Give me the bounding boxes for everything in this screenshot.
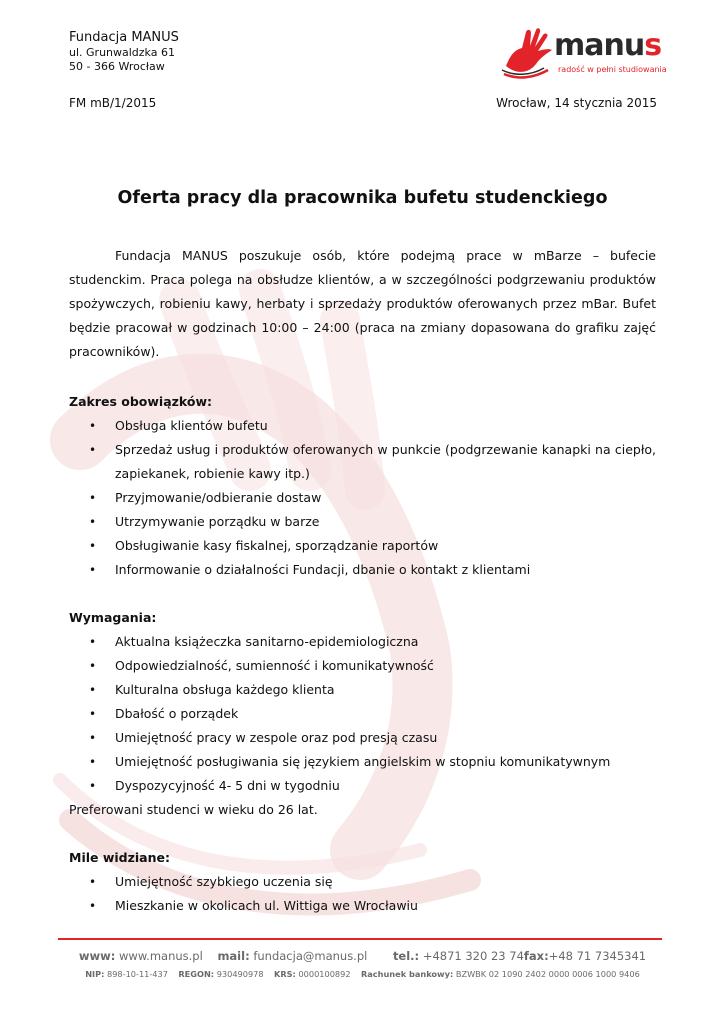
fax-label: fax:: [523, 949, 549, 963]
list-item: • Mieszkanie w okolicach ul. Wittiga we Wrocławiu: [69, 894, 656, 918]
phone-number: +4871 320 23 74: [422, 949, 524, 963]
list-item: • Kulturalna obsługa każdego klienta: [69, 678, 656, 702]
bullet-icon: •: [89, 443, 97, 457]
list-item: • Umiejętność szybkiego uczenia się: [69, 870, 656, 894]
list-item: • Umiejętność posługiwania się językiem angielskim w stopniu komunikatywnym: [69, 750, 656, 774]
document-reference: FM mB/1/2015: [69, 96, 157, 110]
duties-list: [69, 414, 656, 582]
bullet-icon: •: [89, 539, 97, 553]
bank-account: BZWBK 02 1090 2402 0000 0006 1000 9406: [455, 969, 640, 979]
logo-word-end: s: [644, 28, 662, 63]
org-street: ul. Grunwaldzka 61: [69, 46, 175, 60]
page-title: Oferta pracy dla pracownika bufetu studenckiego: [117, 188, 608, 208]
bullet-icon: •: [89, 683, 97, 697]
logo-wordmark: [554, 28, 661, 63]
list-item: • Dbałość o porządek: [69, 702, 656, 726]
hand-logo-icon: [500, 26, 560, 82]
regon-label: REGON:: [178, 969, 215, 979]
bullet-icon: •: [89, 779, 97, 793]
list-item: • Obsługa klientów bufetu: [69, 414, 656, 438]
email-link[interactable]: fundacja@manus.pl: [253, 949, 368, 963]
requirements-list: [69, 630, 656, 798]
nip-label: NIP:: [85, 969, 105, 979]
list-item: • Utrzymywanie porządku w barze: [69, 510, 656, 534]
list-item: • Informowanie o działalności Fundacji, dbanie o kontakt z klientami: [69, 558, 656, 582]
bullet-icon: •: [89, 659, 97, 673]
logo-tagline: radość w pełni studiowania: [558, 65, 667, 74]
bullet-icon: •: [89, 515, 97, 529]
regon-value: 930490978: [216, 969, 264, 979]
list-item: • Obsługiwanie kasy fiskalnej, sporządzanie raportów: [69, 534, 656, 558]
list-item: • Aktualna książeczka sanitarno-epidemiologiczna: [69, 630, 656, 654]
mail-label: mail:: [217, 949, 250, 963]
footer-contact: [0, 949, 725, 963]
footer-divider: [58, 938, 662, 940]
website-link[interactable]: www.manus.pl: [119, 949, 203, 963]
list-item: • Odpowiedzialność, sumienność i komunikatywność: [69, 654, 656, 678]
bank-label: Rachunek bankowy:: [360, 969, 454, 979]
document-body: [69, 244, 656, 918]
nice-to-have-heading: Mile widziane:: [69, 850, 170, 865]
nice-to-have-list: [69, 870, 656, 918]
krs-value: 0000100892: [298, 969, 351, 979]
bullet-icon: •: [89, 419, 97, 433]
org-city: 50 - 366 Wrocław: [69, 60, 165, 73]
org-name: Fundacja MANUS: [69, 30, 179, 45]
bullet-icon: •: [89, 731, 97, 745]
fax-number: +48 71 7345341: [548, 949, 647, 963]
list-item: • Umiejętność pracy w zespole oraz pod presją czasu: [69, 726, 656, 750]
bullet-icon: •: [89, 491, 97, 505]
document-date: Wrocław, 14 stycznia 2015: [496, 96, 657, 110]
list-item: • Dyspozycyjność 4- 5 dni w tygodniu: [69, 774, 656, 798]
footer-registration: [0, 969, 725, 979]
nip-value: 898-10-11-437: [106, 969, 168, 979]
krs-label: KRS:: [274, 969, 296, 979]
logo-word-main: manu: [554, 28, 645, 63]
organization-address: [69, 30, 179, 74]
intro-paragraph: Fundacja MANUS poszukuje osób, które podejmą prace w mBarze – bufecie studenckim. Praca polega na obsłudze klientów, a w szczególności podgrzewaniu produktów spożywczych, robieniu kawy, herbaty i sprzedaży produktów oferowanych przez mBar. Bufet będzie pracował w godzinach 10:00 – 24:00 (praca na zmiany dopasowana do grafiku zajęć pracowników).: [69, 248, 656, 359]
tel-label: tel.:: [392, 949, 420, 963]
bullet-icon: •: [89, 707, 97, 721]
requirements-heading: Wymagania:: [69, 610, 157, 625]
bullet-icon: •: [89, 899, 97, 913]
list-item: • Przyjmowanie/odbieranie dostaw: [69, 486, 656, 510]
duties-heading: Zakres obowiązków:: [69, 394, 213, 409]
bullet-icon: •: [89, 635, 97, 649]
requirements-note: Preferowani studenci w wieku do 26 lat.: [69, 802, 318, 817]
bullet-icon: •: [89, 875, 97, 889]
www-label: www:: [78, 949, 116, 963]
manus-logo: [500, 26, 667, 82]
bullet-icon: •: [89, 755, 97, 769]
bullet-icon: •: [89, 563, 97, 577]
list-item: • Sprzedaż usług i produktów oferowanych w punkcie (podgrzewanie kanapki na ciepło, zapiekanek, robienie kawy itp.): [69, 438, 656, 486]
